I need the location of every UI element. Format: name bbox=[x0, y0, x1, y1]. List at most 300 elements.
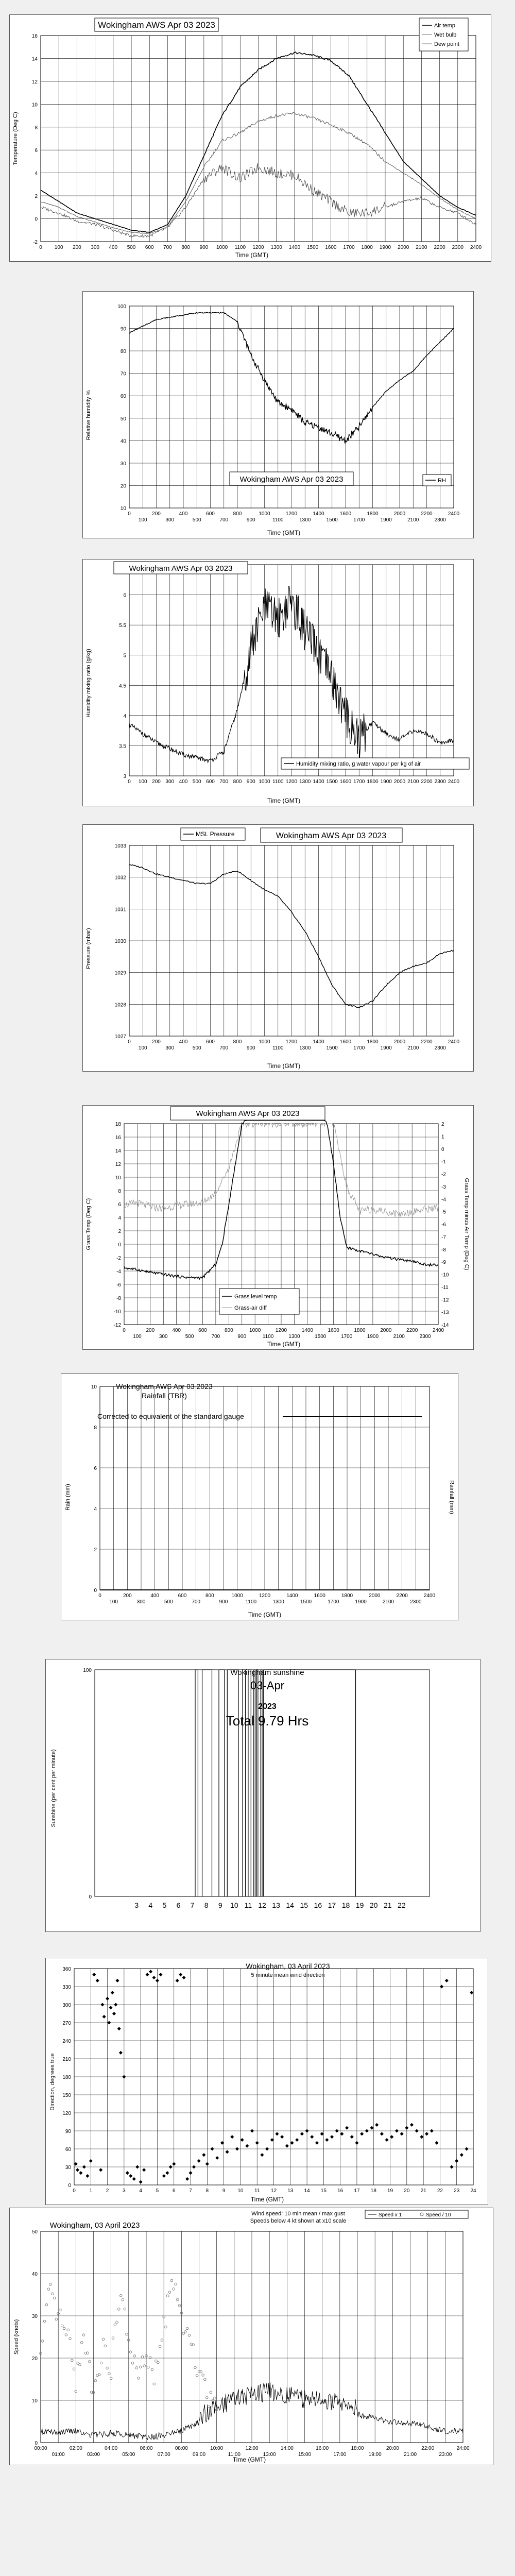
y2-tick-label: -3 bbox=[441, 1184, 446, 1190]
x-tick-label: 0 bbox=[128, 779, 131, 785]
x-tick-label: 1100 bbox=[234, 245, 246, 250]
x-tick-label: 900 bbox=[219, 1599, 228, 1605]
x-tick-label: 1600 bbox=[328, 1328, 339, 1333]
x-tick-label: 2400 bbox=[448, 511, 460, 517]
legend-rh: RH bbox=[438, 478, 446, 484]
y-tick-label: 1029 bbox=[114, 970, 126, 976]
x-tick-label: 700 bbox=[219, 1045, 229, 1051]
wind-direction-chart-panel bbox=[45, 1958, 488, 2205]
y-tick-label: 12 bbox=[115, 1162, 121, 1167]
x-tick-label: 2000 bbox=[393, 1039, 406, 1045]
y-axis-label: Relative humidity % bbox=[85, 390, 92, 440]
x-tick-label: 13 bbox=[272, 1901, 280, 1909]
legend-speed-x1: Speed x 1 bbox=[379, 2212, 402, 2218]
y-tick-label: 4 bbox=[35, 171, 38, 177]
pressure-chart bbox=[83, 825, 473, 1071]
y-tick-label: -10 bbox=[113, 1309, 121, 1315]
x-tick-label: 2300 bbox=[419, 1334, 431, 1340]
y-tick-label: 14 bbox=[31, 56, 38, 62]
chart-date: 03-Apr bbox=[250, 1679, 285, 1692]
sunshine-chart bbox=[46, 1659, 480, 1931]
x-tick-label: 1100 bbox=[272, 517, 284, 523]
x-axis-label: Time (GMT) bbox=[267, 797, 301, 804]
x-tick-label: 100 bbox=[138, 779, 147, 785]
y-tick-label: 0 bbox=[35, 216, 38, 223]
x-tick-label: 100 bbox=[54, 245, 63, 250]
x-tick-label: 3 bbox=[134, 1901, 139, 1909]
y-tick-label: -4 bbox=[116, 1269, 121, 1275]
y-tick-label: 2 bbox=[94, 1547, 97, 1553]
x-tick-label: 2000 bbox=[369, 1593, 381, 1599]
temperature-chart-panel bbox=[9, 14, 491, 262]
chart-title: Wokingham, 03 April 2023 bbox=[246, 1962, 330, 1970]
y-tick-label: 12 bbox=[31, 79, 38, 85]
x-tick-label: 1800 bbox=[367, 779, 379, 785]
wind-direction-chart bbox=[46, 1958, 488, 2205]
y-tick-label: 8 bbox=[118, 1189, 121, 1194]
y-tick-label: 1031 bbox=[114, 907, 126, 913]
x-tick-label: 9 bbox=[222, 2188, 226, 2194]
x-tick-label: 1000 bbox=[259, 1039, 270, 1045]
x-tick-label: 04:00 bbox=[105, 2446, 118, 2451]
legend-wet-bulb: Wet bulb bbox=[434, 32, 457, 38]
y-tick-label: 50 bbox=[31, 2229, 38, 2235]
x-tick-label: 21:00 bbox=[403, 2452, 417, 2458]
pressure-chart-panel bbox=[82, 824, 474, 1072]
x-tick-label: 15:00 bbox=[298, 2452, 312, 2458]
x-tick-label: 8 bbox=[205, 2188, 209, 2194]
y-tick-label: 6 bbox=[123, 592, 126, 599]
x-tick-label: 1000 bbox=[259, 779, 270, 785]
y2-tick-label: 0 bbox=[441, 1146, 444, 1153]
y-tick-label: 10 bbox=[120, 506, 126, 512]
legend-pressure: MSL Pressure bbox=[196, 831, 235, 838]
x-tick-label: 16 bbox=[337, 2188, 344, 2194]
x-tick-label: 200 bbox=[152, 511, 161, 517]
x-tick-label: 1100 bbox=[262, 1334, 274, 1340]
y-tick-label: 0 bbox=[89, 1894, 92, 1900]
x-tick-label: 18 bbox=[341, 1901, 350, 1909]
chart-title: Wokingham AWS Apr 03 2023 bbox=[276, 832, 387, 840]
x-tick-label: 03:00 bbox=[87, 2452, 100, 2458]
x-tick-label: 200 bbox=[152, 779, 161, 785]
x-tick-label: 300 bbox=[91, 245, 99, 250]
x-axis-label: Time (GMT) bbox=[267, 1062, 301, 1070]
y-tick-label: 4.5 bbox=[119, 683, 126, 689]
rainfall-chart bbox=[61, 1374, 458, 1620]
x-tick-label: 14 bbox=[286, 1901, 294, 1909]
x-tick-label: 2200 bbox=[421, 779, 433, 785]
x-tick-label: 4 bbox=[148, 1901, 153, 1909]
chart-title: Wokingham AWS Apr 03 2023 bbox=[239, 475, 344, 484]
y2-tick-label: -11 bbox=[441, 1284, 449, 1291]
y-tick-label: 1027 bbox=[114, 1034, 126, 1040]
y-tick-label: 100 bbox=[117, 304, 126, 310]
x-tick-label: 2000 bbox=[398, 245, 409, 250]
x-tick-label: 300 bbox=[165, 1045, 175, 1051]
y-axis-label: Grass Temp (Deg C) bbox=[85, 1198, 92, 1250]
x-tick-label: 1100 bbox=[272, 779, 284, 785]
x-tick-label: 17 bbox=[354, 2188, 360, 2194]
humidity-chart bbox=[83, 292, 473, 538]
x-tick-label: 600 bbox=[206, 1039, 215, 1045]
x-tick-label: 1300 bbox=[272, 1599, 284, 1605]
x-tick-label: 15 bbox=[320, 2188, 327, 2194]
x-tick-label: 900 bbox=[246, 779, 255, 785]
y-tick-label: 8 bbox=[94, 1425, 97, 1431]
x-tick-label: 1600 bbox=[314, 1593, 325, 1599]
x-tick-label: 400 bbox=[109, 245, 118, 250]
y-tick-label: 90 bbox=[120, 326, 126, 332]
x-tick-label: 05:00 bbox=[122, 2452, 135, 2458]
x-tick-label: 0 bbox=[39, 245, 42, 250]
x-tick-label: 20 bbox=[404, 2188, 410, 2194]
y-tick-label: 2 bbox=[118, 1229, 121, 1234]
x-tick-label: 1000 bbox=[216, 245, 228, 250]
x-tick-label: 1500 bbox=[326, 517, 338, 523]
x-tick-label: 1300 bbox=[299, 779, 311, 785]
legend-mixing: Humidity mixing ratio, g water vapour per kg of air bbox=[296, 761, 421, 767]
y2-tick-label: -5 bbox=[441, 1209, 446, 1215]
x-axis-label: Time (GMT) bbox=[250, 2196, 284, 2203]
y-tick-label: 10 bbox=[31, 2398, 38, 2404]
y-tick-label: 360 bbox=[62, 1967, 71, 1972]
x-tick-label: 100 bbox=[133, 1334, 142, 1340]
legend-dew-point: Dew point bbox=[434, 41, 459, 47]
y-tick-label: 60 bbox=[120, 394, 126, 400]
x-tick-label: 1200 bbox=[275, 1328, 287, 1333]
x-tick-label: 200 bbox=[152, 1039, 161, 1045]
chart-title: Wokingham AWS Apr 03 2023 bbox=[98, 20, 215, 30]
x-tick-label: 22:00 bbox=[421, 2446, 435, 2451]
y-tick-label: 30 bbox=[120, 461, 126, 467]
legend-speed-div10: Speed / 10 bbox=[426, 2212, 451, 2218]
grass-temp-chart-panel bbox=[82, 1105, 474, 1350]
y-tick-label: 30 bbox=[65, 2165, 71, 2171]
y-tick-label: -12 bbox=[113, 1323, 121, 1328]
x-tick-label: 3 bbox=[123, 2188, 126, 2194]
x-tick-label: 2200 bbox=[396, 1593, 408, 1599]
x-axis-label: Time (GMT) bbox=[267, 1341, 301, 1348]
x-tick-label: 800 bbox=[181, 245, 191, 250]
x-tick-label: 700 bbox=[211, 1334, 220, 1340]
chart-title: Wokingham sunshine bbox=[230, 1668, 304, 1677]
y-tick-label: 0 bbox=[94, 1588, 97, 1594]
x-tick-label: 1000 bbox=[249, 1328, 261, 1333]
x-tick-label: 16:00 bbox=[316, 2446, 329, 2451]
x-tick-label: 2100 bbox=[393, 1334, 405, 1340]
y-tick-label: 8 bbox=[35, 125, 38, 131]
x-tick-label: 0 bbox=[128, 511, 131, 517]
x-tick-label: 8 bbox=[204, 1901, 209, 1909]
x-tick-label: 1200 bbox=[259, 1593, 271, 1599]
x-tick-label: 900 bbox=[246, 517, 255, 523]
x-tick-label: 4 bbox=[139, 2188, 142, 2194]
x-tick-label: 23 bbox=[454, 2188, 460, 2194]
x-tick-label: 2000 bbox=[380, 1328, 392, 1333]
x-tick-label: 600 bbox=[145, 245, 154, 250]
y-tick-label: 50 bbox=[120, 416, 126, 422]
x-axis-label: Time (GMT) bbox=[267, 529, 301, 536]
x-tick-label: 1300 bbox=[299, 1045, 311, 1051]
y-tick-label: 16 bbox=[115, 1135, 121, 1141]
x-tick-label: 300 bbox=[159, 1334, 168, 1340]
x-tick-label: 500 bbox=[127, 245, 136, 250]
y-tick-label: 5.5 bbox=[119, 623, 126, 629]
y2-tick-label: -6 bbox=[441, 1222, 446, 1228]
x-tick-label: 00:00 bbox=[34, 2446, 47, 2451]
x-tick-label: 1800 bbox=[361, 245, 373, 250]
y2-tick-label: -14 bbox=[441, 1323, 449, 1328]
x-tick-label: 08:00 bbox=[175, 2446, 188, 2451]
x-tick-label: 200 bbox=[73, 245, 81, 250]
x-tick-label: 1400 bbox=[313, 1039, 324, 1045]
x-tick-label: 2100 bbox=[382, 1599, 394, 1605]
y-tick-label: 3 bbox=[123, 774, 126, 779]
temperature-chart bbox=[10, 15, 491, 261]
x-tick-label: 19:00 bbox=[368, 2452, 382, 2458]
x-tick-label: 1900 bbox=[367, 1334, 379, 1340]
y-tick-label: 6 bbox=[94, 1466, 97, 1471]
x-tick-label: 2400 bbox=[423, 1593, 436, 1599]
x-tick-label: 1100 bbox=[245, 1599, 257, 1605]
y2-tick-label: -13 bbox=[441, 1310, 449, 1316]
x-tick-label: 2200 bbox=[406, 1328, 418, 1333]
chart-subtitle-1: Wind speed: 10 min mean / max gust bbox=[251, 2211, 345, 2217]
x-tick-label: 11 bbox=[244, 1901, 252, 1909]
x-tick-label: 02:00 bbox=[69, 2446, 82, 2451]
x-tick-label: 1700 bbox=[343, 245, 355, 250]
x-tick-label: 1500 bbox=[307, 245, 319, 250]
x-tick-label: 1700 bbox=[353, 1045, 365, 1051]
y2-tick-label: 1 bbox=[441, 1134, 444, 1140]
x-tick-label: 900 bbox=[237, 1334, 247, 1340]
y-tick-label: 210 bbox=[62, 2057, 71, 2062]
y-axis-label: Humidity mixing ratio (g/kg) bbox=[85, 649, 92, 718]
x-tick-label: 400 bbox=[150, 1593, 160, 1599]
x-tick-label: 2200 bbox=[421, 1039, 433, 1045]
x-tick-label: 10 bbox=[237, 2188, 244, 2194]
legend-air-temp: Air temp bbox=[434, 23, 455, 29]
x-tick-label: 19 bbox=[387, 2188, 393, 2194]
x-tick-label: 21 bbox=[420, 2188, 426, 2194]
chart-subtitle: Rainfall (TBR) bbox=[142, 1392, 187, 1400]
y-tick-label: 40 bbox=[31, 2272, 38, 2277]
y-tick-label: 18 bbox=[115, 1122, 121, 1127]
chart-subtitle-2: Speeds below 4 kt shown at x10 scale bbox=[250, 2218, 347, 2224]
x-tick-label: 100 bbox=[109, 1599, 118, 1605]
x-tick-label: 1400 bbox=[313, 511, 324, 517]
x-tick-label: 2100 bbox=[407, 1045, 419, 1051]
x-tick-label: 2400 bbox=[448, 779, 460, 785]
y2-tick-label: -4 bbox=[441, 1197, 446, 1203]
x-tick-label: 0 bbox=[73, 2188, 76, 2194]
y-axis-label: Direction, degrees true bbox=[49, 2053, 56, 2111]
y-axis-label: Speed (knots) bbox=[13, 2319, 20, 2355]
x-tick-label: 24:00 bbox=[456, 2446, 470, 2451]
x-tick-label: 11:00 bbox=[228, 2452, 241, 2458]
x-tick-label: 100 bbox=[138, 517, 147, 523]
x-tick-label: 400 bbox=[179, 511, 188, 517]
y-tick-label: 6 bbox=[118, 1202, 121, 1208]
x-tick-label: 18 bbox=[370, 2188, 376, 2194]
x-tick-label: 1200 bbox=[285, 779, 298, 785]
x-tick-label: 1600 bbox=[325, 245, 337, 250]
x-tick-label: 1300 bbox=[270, 245, 282, 250]
x-tick-label: 2300 bbox=[410, 1599, 422, 1605]
x-tick-label: 0 bbox=[123, 1328, 126, 1333]
x-tick-label: 700 bbox=[163, 245, 172, 250]
chart-year: 2023 bbox=[258, 1702, 277, 1711]
x-tick-label: 13:00 bbox=[263, 2452, 276, 2458]
y-tick-label: 40 bbox=[120, 438, 126, 445]
x-tick-label: 1600 bbox=[339, 1039, 352, 1045]
legend-grass: Grass level temp bbox=[234, 1294, 277, 1300]
x-tick-label: 1200 bbox=[285, 1039, 298, 1045]
x-tick-label: 800 bbox=[233, 511, 242, 517]
x-tick-label: 1400 bbox=[286, 1593, 298, 1599]
y-tick-label: 10 bbox=[31, 102, 38, 108]
x-tick-label: 2300 bbox=[434, 517, 446, 523]
x-tick-label: 1900 bbox=[380, 779, 392, 785]
y-tick-label: 3.5 bbox=[119, 743, 126, 750]
grass-temp-chart bbox=[83, 1106, 473, 1349]
x-tick-label: 1300 bbox=[288, 1334, 300, 1340]
x-axis-label: Time (GMT) bbox=[235, 251, 269, 259]
y-tick-label: 180 bbox=[62, 2075, 71, 2080]
x-tick-label: 800 bbox=[224, 1328, 233, 1333]
legend-diff: Grass-air diff bbox=[234, 1305, 267, 1311]
x-tick-label: 600 bbox=[206, 511, 215, 517]
x-tick-label: 1500 bbox=[326, 1045, 338, 1051]
x-tick-label: 600 bbox=[178, 1593, 187, 1599]
x-tick-label: 0 bbox=[128, 1039, 131, 1045]
x-tick-label: 22 bbox=[398, 1901, 406, 1909]
y-tick-label: 1032 bbox=[114, 875, 126, 881]
y-tick-label: 20 bbox=[120, 483, 126, 489]
x-tick-label: 500 bbox=[185, 1334, 194, 1340]
y-tick-label: 1030 bbox=[114, 939, 126, 944]
x-tick-label: 800 bbox=[233, 779, 242, 785]
y2-tick-label: -10 bbox=[441, 1272, 449, 1278]
y-tick-label: 240 bbox=[62, 2039, 71, 2044]
x-tick-label: 1600 bbox=[339, 779, 352, 785]
x-tick-label: 200 bbox=[146, 1328, 155, 1333]
x-tick-label: 6 bbox=[172, 2188, 176, 2194]
x-tick-label: 20 bbox=[369, 1901, 378, 1909]
x-tick-label: 1000 bbox=[259, 511, 270, 517]
x-tick-label: 1800 bbox=[367, 1039, 379, 1045]
x-tick-label: 06:00 bbox=[140, 2446, 153, 2451]
x-tick-label: 6 bbox=[176, 1901, 181, 1909]
chart-title: Wokingham AWS Apr 03 2023 bbox=[116, 1382, 213, 1391]
y2-tick-label: 2 bbox=[441, 1122, 444, 1127]
x-tick-label: 1600 bbox=[339, 511, 352, 517]
x-tick-label: 600 bbox=[206, 779, 215, 785]
x-tick-label: 2100 bbox=[407, 779, 419, 785]
y-tick-label: -2 bbox=[33, 240, 38, 245]
y-tick-label: 1028 bbox=[114, 1002, 126, 1008]
x-tick-label: 800 bbox=[205, 1593, 214, 1599]
x-tick-label: 2000 bbox=[393, 511, 406, 517]
x-tick-label: 1300 bbox=[299, 517, 311, 523]
humidity-chart-panel bbox=[82, 291, 474, 538]
x-tick-label: 200 bbox=[123, 1593, 132, 1599]
x-tick-label: 1700 bbox=[328, 1599, 339, 1605]
y-tick-label: 1033 bbox=[114, 843, 126, 849]
x-tick-label: 1500 bbox=[315, 1334, 327, 1340]
x-tick-label: 700 bbox=[219, 779, 229, 785]
x-tick-label: 9 bbox=[218, 1901, 222, 1909]
x-tick-label: 1900 bbox=[380, 517, 392, 523]
x-tick-label: 300 bbox=[165, 517, 175, 523]
y-tick-label: 0 bbox=[118, 1242, 121, 1248]
y2-tick-label: -2 bbox=[441, 1172, 446, 1178]
x-tick-label: 1000 bbox=[231, 1593, 243, 1599]
x-axis-label: Time (GMT) bbox=[232, 2456, 266, 2463]
x-tick-label: 500 bbox=[192, 779, 201, 785]
x-tick-label: 1800 bbox=[367, 511, 379, 517]
wind-speed-chart-panel bbox=[9, 2208, 493, 2465]
x-tick-label: 7 bbox=[189, 2188, 192, 2194]
x-tick-label: 1700 bbox=[353, 517, 365, 523]
y-tick-label: 80 bbox=[120, 349, 126, 355]
x-tick-label: 21 bbox=[383, 1901, 392, 1909]
y-tick-label: 4 bbox=[118, 1215, 121, 1221]
chart-total: Total 9.79 Hrs bbox=[226, 1713, 309, 1728]
x-tick-label: 1 bbox=[89, 2188, 93, 2194]
chart-title: Wokingham AWS Apr 03 2023 bbox=[129, 564, 233, 573]
x-axis-label: Time (GMT) bbox=[248, 1611, 282, 1618]
x-tick-label: 23:00 bbox=[439, 2452, 452, 2458]
x-tick-label: 14:00 bbox=[280, 2446, 294, 2451]
x-tick-label: 1700 bbox=[353, 779, 365, 785]
x-tick-label: 700 bbox=[219, 517, 229, 523]
y-tick-label: 5 bbox=[123, 653, 126, 659]
chart-title: Wokingham AWS Apr 03 2023 bbox=[196, 1109, 300, 1118]
y-tick-label: 16 bbox=[31, 33, 38, 39]
x-tick-label: 15 bbox=[300, 1901, 308, 1909]
y-tick-label: 4 bbox=[123, 713, 126, 719]
x-tick-label: 12 bbox=[270, 2188, 277, 2194]
x-tick-label: 11 bbox=[254, 2188, 260, 2194]
x-tick-label: 400 bbox=[172, 1328, 181, 1333]
y-tick-label: 4 bbox=[94, 1506, 97, 1512]
y-tick-label: -2 bbox=[116, 1256, 121, 1261]
x-tick-label: 2200 bbox=[434, 245, 445, 250]
chart-note: Corrected to equivalent of the standard gauge bbox=[97, 1412, 244, 1420]
x-tick-label: 1700 bbox=[340, 1334, 353, 1340]
y-axis-label: Rain (mm) bbox=[65, 1484, 71, 1511]
x-tick-label: 400 bbox=[179, 779, 188, 785]
x-tick-label: 900 bbox=[246, 1045, 255, 1051]
x-tick-label: 700 bbox=[192, 1599, 201, 1605]
y2-tick-label: -9 bbox=[441, 1260, 446, 1266]
x-tick-label: 1400 bbox=[313, 779, 324, 785]
x-tick-label: 100 bbox=[138, 1045, 147, 1051]
y-tick-label: 0 bbox=[35, 2441, 38, 2446]
y-tick-label: 14 bbox=[115, 1148, 121, 1154]
y-axis-label: Sunshine (per cent per minute) bbox=[50, 1749, 57, 1827]
x-tick-label: 01:00 bbox=[52, 2452, 65, 2458]
x-tick-label: 800 bbox=[233, 1039, 242, 1045]
y-tick-label: 60 bbox=[65, 2147, 71, 2153]
x-tick-label: 10:00 bbox=[210, 2446, 224, 2451]
wind-speed-chart bbox=[10, 2208, 493, 2465]
y-tick-label: 2 bbox=[35, 194, 38, 200]
x-tick-label: 300 bbox=[165, 779, 175, 785]
x-tick-label: 5 bbox=[162, 1901, 167, 1909]
